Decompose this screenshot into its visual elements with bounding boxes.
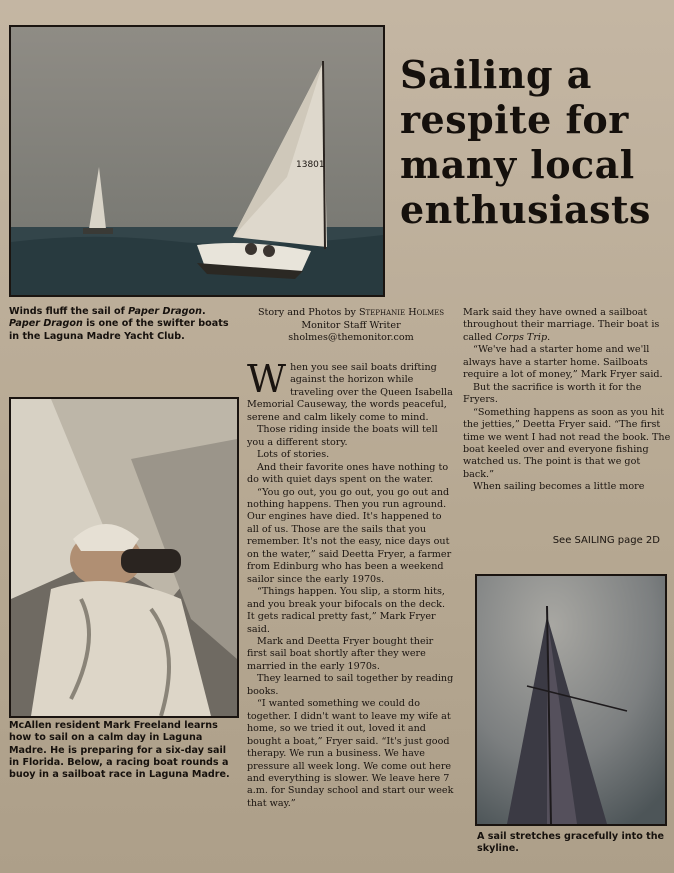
sailboat-photo xyxy=(9,25,385,297)
headline xyxy=(400,52,670,232)
caption-text: Winds fluff the sail of xyxy=(9,306,129,317)
sailor-photo xyxy=(9,397,239,718)
boat-name: Corps Trip xyxy=(495,331,548,343)
article-paragraph xyxy=(463,307,671,344)
article-paragraph: “You go out, you go out, you go out and nothing happens. Then you run aground. Our engines have died. It's happened to all of us. Those are the sails that you remember. It's not the easy, nice days out on the water,” said Deetta Fryer, a farmer from Edinburg who has been a weekend sailor since the early 1970s. xyxy=(247,486,452,585)
photo-caption-top xyxy=(9,306,239,343)
byline xyxy=(247,307,455,345)
article-column-2 xyxy=(463,307,671,494)
photo-caption-middle: McAllen resident Mark Freeland learns how to sail on a calm day in Laguna Madre. He is preparing for a six-day sail in Florida. Below, a racing boat rounds a buoy in a sailboat race in Laguna Madre. xyxy=(9,720,230,781)
headline-line-1: Sailing a xyxy=(400,52,592,97)
paragraph-text: . xyxy=(547,331,551,343)
article-paragraph: Those riding inside the boats will tell you a different story. xyxy=(247,424,438,448)
article-paragraph: And their favorite ones have nothing to do with quiet days spent on the water. xyxy=(247,461,449,486)
paragraph-text: Mark said they have owned a sailboat throughout their marriage. Their boat is called xyxy=(463,307,660,343)
sail-number: 13801 xyxy=(296,160,325,170)
article-paragraph: They learned to sail together by reading books. xyxy=(247,673,454,697)
boat-name: Paper Dragon xyxy=(9,318,83,330)
headline-line-2: respite for xyxy=(400,97,629,142)
article-paragraph: Lots of stories. xyxy=(257,449,330,461)
headline-line-3: many local xyxy=(400,142,635,187)
article-paragraph: But the sacrifice is worth it for the Fryers. xyxy=(463,381,642,406)
article-paragraph: “We've had a starter home and we'll always have a starter home. Sailboats require a lot of money,” Mark Fryer said. xyxy=(463,344,663,381)
article-paragraph: Mark and Deetta Fryer bought their first sail boat shortly after they were married in the early 1970s. xyxy=(247,635,434,672)
drop-cap: W xyxy=(247,357,287,401)
byline-prefix: Story and Photos by xyxy=(257,307,359,318)
byline-author: Stephanie Holmes xyxy=(358,307,445,318)
boat-name: Paper Dragon xyxy=(128,306,202,317)
article-paragraph: “Something happens as soon as you hit the jetties,” Deetta Fryer said. “The first time we went I had not read the book. The boat keeled over and everyone fishing watched us. The point is that we got back.” xyxy=(463,406,671,480)
lead-text: hen you see sail boats drifting against the horizon while traveling over the Queen Isabella Memorial Causeway, the words peaceful, serene and calm likely come to mind. xyxy=(247,362,453,423)
byline-title: Monitor Staff Writer xyxy=(301,319,401,331)
article-paragraph: When sailing becomes a little more xyxy=(473,481,645,493)
headline-line-4: enthusiasts xyxy=(400,187,651,232)
byline-email: sholmes@themonitor.com xyxy=(288,332,414,343)
mast-photo xyxy=(475,574,667,826)
lead-paragraph xyxy=(247,357,455,424)
article-paragraph: “I wanted something we could do together. I didn't want to leave my wife at home, so we tried it out, loved it and bought a boat,” Fryer said. “It's just good therapy. We run a business. We have pressure all week long. We come out here and everything is slower. We leave here 7 a.m. for Sunday school and start our week that way.” xyxy=(247,698,454,809)
photo-caption-bottom: A sail stretches gracefully into the skyline. xyxy=(477,831,665,855)
article-column-1 xyxy=(247,357,455,810)
caption-text: . xyxy=(201,306,206,317)
caption-text: is one of the swifter boats in the Laguna Madre Yacht Club. xyxy=(9,318,229,342)
jump-line: See SAILING page 2D xyxy=(552,535,660,546)
article-paragraph: “Things happen. You slip, a storm hits, and you break your bifocals on the deck. It gets radical pretty fast,” Mark Fryer said. xyxy=(247,586,446,635)
